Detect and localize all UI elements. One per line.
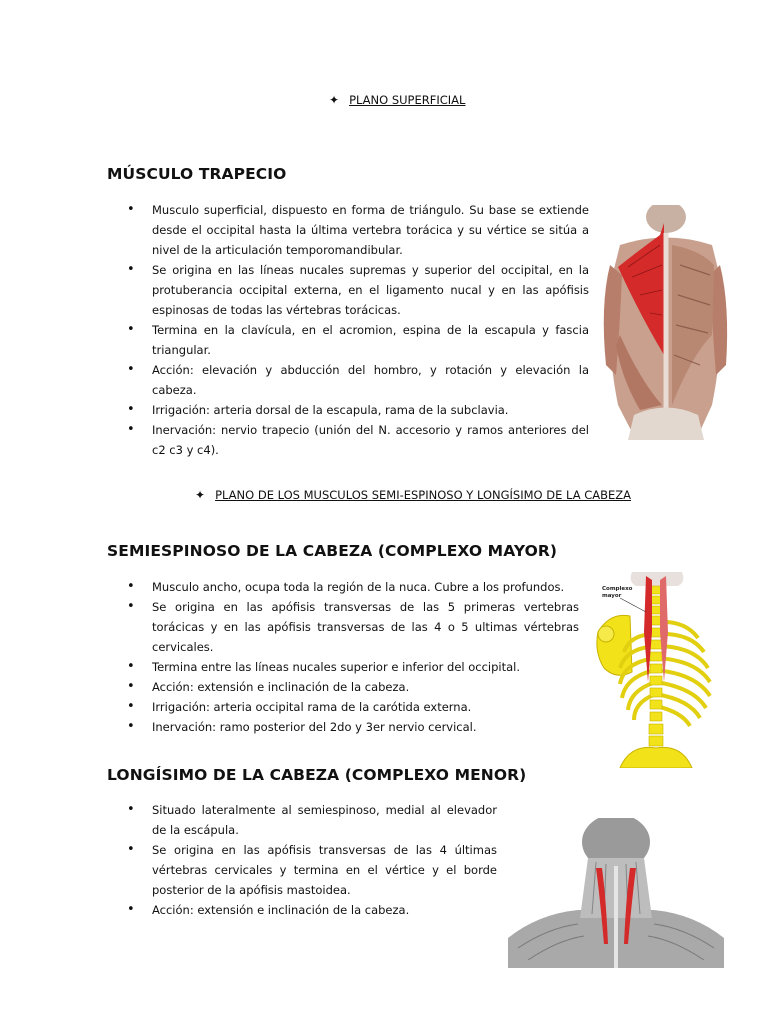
figure-label-complexo-mayor: Complexo mayor (602, 586, 633, 599)
list-item: • Musculo superficial, dispuesto en forma de triángulo. Su base se extiende desde el occipital hasta la última vertebra torácica y su vértice se sitúa a nivel de la articulación temporomandibular. (107, 200, 589, 260)
section-title-trapecio: MÚSCULO TRAPECIO (107, 165, 287, 183)
list-item: • Acción: extensión e inclinación de la cabeza. (107, 900, 497, 920)
list-item: • Inervación: nervio trapecio (unión del N. accesorio y ramos anteriores del c2 c3 y c4). (107, 420, 589, 460)
list-item: • Termina en la clavícula, en el acromion, espina de la escapula y fascia triangular. (107, 320, 589, 360)
semiespinoso-list (107, 577, 579, 737)
semiespinoso-illustration (590, 572, 718, 768)
list-item: • Acción: elevación y abducción del hombro, y rotación y elevación la cabeza. (107, 360, 589, 400)
section-title-longisimo: LONGÍSIMO DE LA CABEZA (COMPLEXO MENOR) (107, 766, 527, 784)
list-item: • Acción: extensión e inclinación de la cabeza. (107, 677, 579, 697)
list-item: • Termina entre las líneas nucales superior e inferior del occipital. (107, 657, 579, 677)
plane-heading-label: PLANO SUPERFICIAL (349, 93, 466, 107)
longisimo-list (107, 800, 497, 920)
back-muscles-image (600, 205, 730, 440)
plane-heading-semiespinoso-longisimo (195, 488, 631, 502)
longisimo-illustration (508, 818, 724, 968)
four-point-star-icon: ✦ (195, 488, 206, 502)
neck-muscles-image (508, 818, 724, 968)
spine-skeleton-image (590, 572, 718, 768)
trapecio-illustration (600, 205, 730, 440)
list-item: • Inervación: ramo posterior del 2do y 3er nervio cervical. (107, 717, 579, 737)
list-item: • Irrigación: arteria occipital rama de la carótida externa. (107, 697, 579, 717)
list-item: • Se origina en las apófisis transversas de las 4 últimas vértebras cervicales y termina en el vértice y el borde posterior de la apófisis mastoidea. (107, 840, 497, 900)
section-title-semiespinoso: SEMIESPINOSO DE LA CABEZA (COMPLEXO MAYOR) (107, 542, 558, 560)
list-item: • Irrigación: arteria dorsal de la escapula, rama de la subclavia. (107, 400, 589, 420)
list-item: • Se origina en las apófisis transversas de las 5 primeras vertebras torácicas y en las apófisis transversas de las 4 o 5 ultimas vértebras cervicales. (107, 597, 579, 657)
list-item: • Situado lateralmente al semiespinoso, medial al elevador de la escápula. (107, 800, 497, 840)
list-item: • Musculo ancho, ocupa toda la región de la nuca. Cubre a los profundos. (107, 577, 579, 597)
list-item: • Se origina en las líneas nucales supremas y superior del occipital, en la protuberancia occipital externa, en el ligamento nucal y en las apófisis espinosas de todas las vértebras torácicas. (107, 260, 589, 320)
plane-heading-label: PLANO DE LOS MUSCULOS SEMI-ESPINOSO Y LONGÍSIMO DE LA CABEZA (215, 488, 632, 502)
plane-heading-superficial (329, 93, 465, 107)
four-point-star-icon: ✦ (329, 93, 340, 107)
trapecio-list (107, 200, 589, 460)
